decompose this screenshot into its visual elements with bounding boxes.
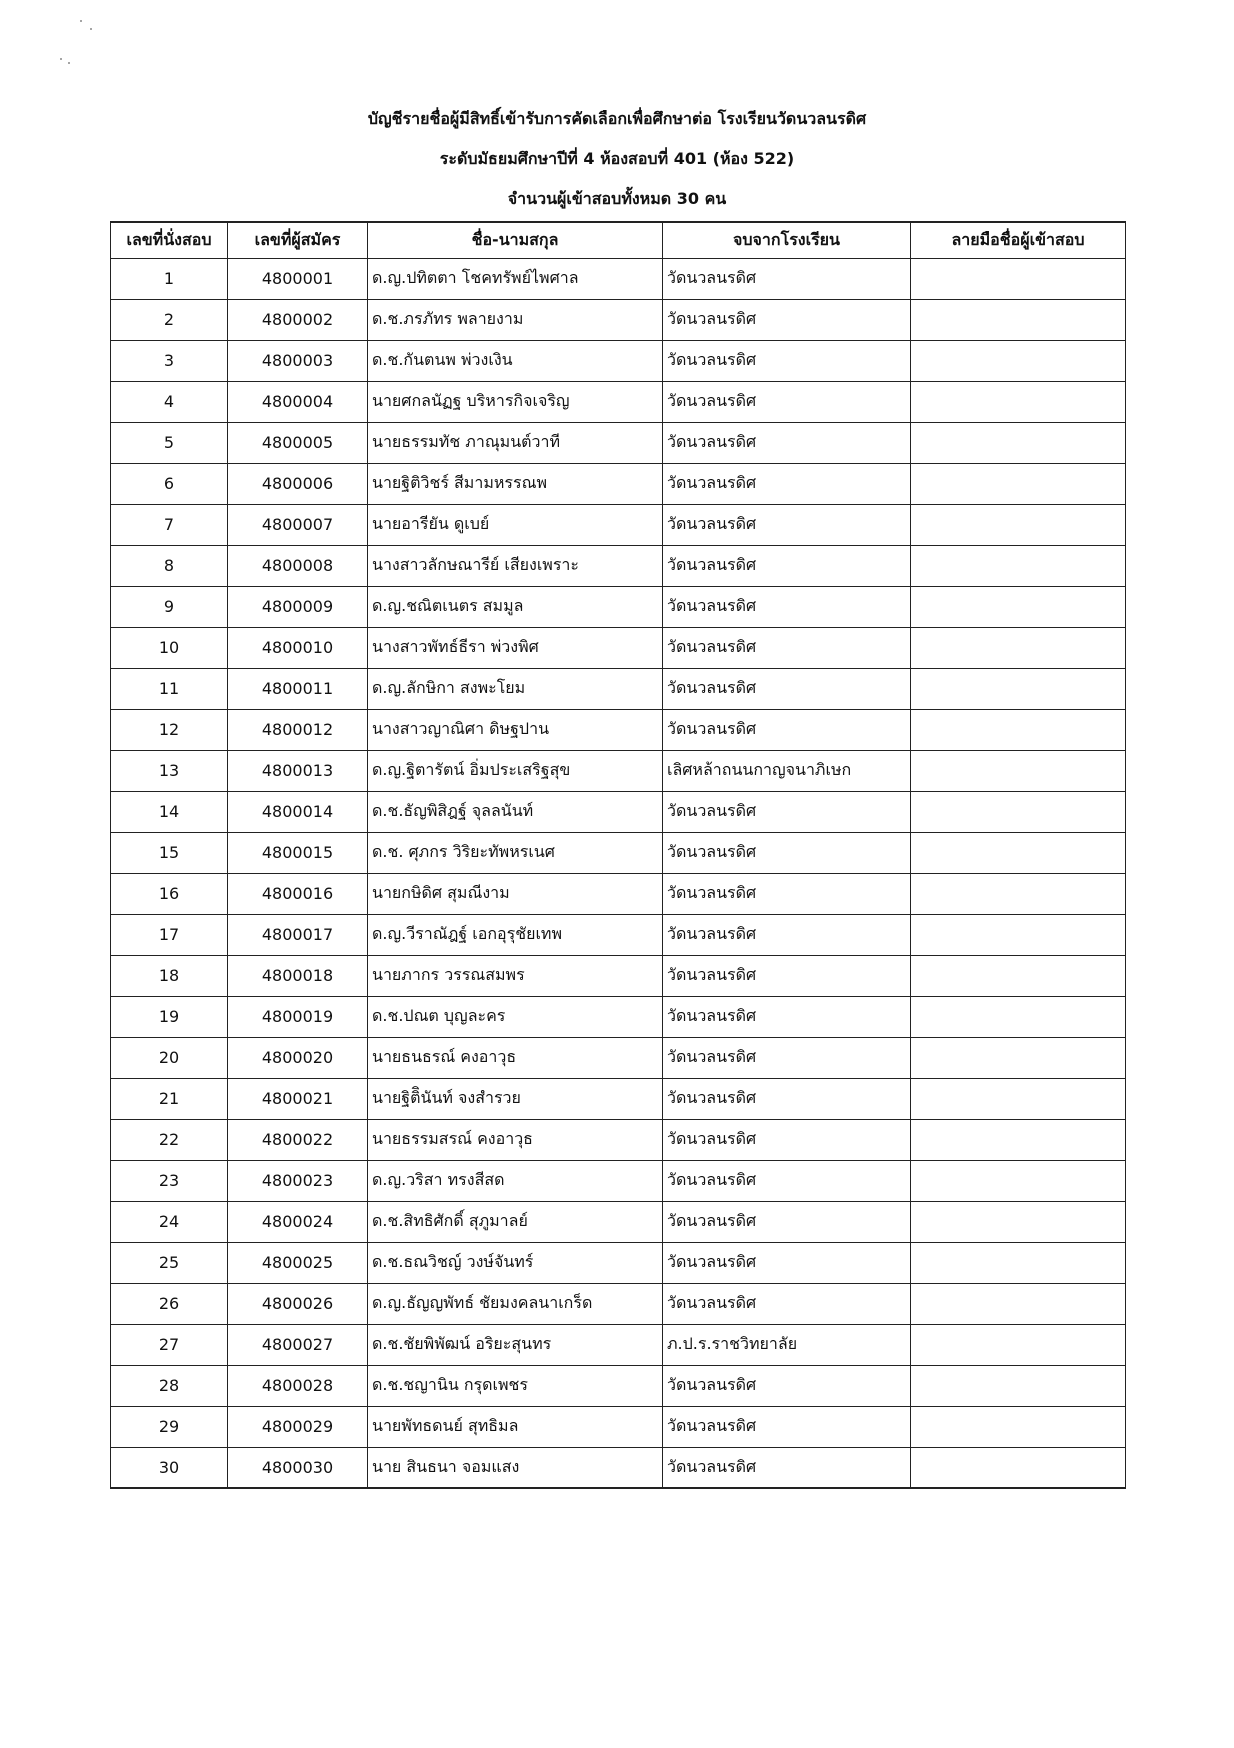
- applicant-number-cell: 4800012: [228, 709, 368, 750]
- signature-cell: [911, 627, 1126, 668]
- candidate-name-cell: นายกษิดิศ สุมณีงาม: [368, 873, 663, 914]
- seat-number-cell: 10: [111, 627, 228, 668]
- seat-number-cell: 5: [111, 422, 228, 463]
- signature-cell: [911, 668, 1126, 709]
- signature-cell: [911, 1119, 1126, 1160]
- table-row: [111, 996, 1126, 1037]
- table-row: [111, 1119, 1126, 1160]
- previous-school-cell: วัดนวลนรดิศ: [663, 422, 911, 463]
- document-title: บัญชีรายชื่อผู้มีสิทธิ์เข้ารับการคัดเลือกเพื่อศึกษาต่อ โรงเรียนวัดนวลนรดิศ: [367, 109, 867, 128]
- table-row: [111, 381, 1126, 422]
- previous-school-cell: วัดนวลนรดิศ: [663, 586, 911, 627]
- candidate-name-cell: ด.ญ.ธัญญพัทธ์ ชัยมงคลนาเกร็ด: [368, 1283, 663, 1324]
- previous-school-cell: วัดนวลนรดิศ: [663, 1242, 911, 1283]
- applicant-number-cell: 4800004: [228, 381, 368, 422]
- seat-number-cell: 16: [111, 873, 228, 914]
- previous-school-cell: วัดนวลนรดิศ: [663, 258, 911, 299]
- column-header-name: ชื่อ-นามสกุล: [368, 222, 663, 258]
- applicant-number-cell: 4800018: [228, 955, 368, 996]
- seat-number-cell: 21: [111, 1078, 228, 1119]
- seat-number-cell: 27: [111, 1324, 228, 1365]
- previous-school-cell: วัดนวลนรดิศ: [663, 1160, 911, 1201]
- previous-school-cell: วัดนวลนรดิศ: [663, 955, 911, 996]
- candidate-name-cell: นางสาวญาณิศา ดิษฐปาน: [368, 709, 663, 750]
- candidate-table: [110, 221, 1126, 1489]
- previous-school-cell: วัดนวลนรดิศ: [663, 545, 911, 586]
- previous-school-cell: วัดนวลนรดิศ: [663, 668, 911, 709]
- candidate-name-cell: ด.ช.ปณต บุญละคร: [368, 996, 663, 1037]
- seat-number-cell: 29: [111, 1406, 228, 1447]
- candidate-name-cell: นายธรรมสรณ์ คงอาวุธ: [368, 1119, 663, 1160]
- previous-school-cell: วัดนวลนรดิศ: [663, 1406, 911, 1447]
- seat-number-cell: 17: [111, 914, 228, 955]
- previous-school-cell: เลิศหล้าถนนกาญจนาภิเษก: [663, 750, 911, 791]
- previous-school-cell: วัดนวลนรดิศ: [663, 996, 911, 1037]
- candidate-name-cell: นายธรรมทัช ภาณุมนต์วาที: [368, 422, 663, 463]
- applicant-number-cell: 4800023: [228, 1160, 368, 1201]
- table-row: [111, 340, 1126, 381]
- signature-cell: [911, 340, 1126, 381]
- applicant-number-cell: 4800007: [228, 504, 368, 545]
- seat-number-cell: 25: [111, 1242, 228, 1283]
- candidate-name-cell: ด.ช.ชญานิน กรุดเพชร: [368, 1365, 663, 1406]
- seat-number-cell: 30: [111, 1447, 228, 1488]
- candidate-name-cell: นางสาวพัทธ์ธีรา พ่วงพิศ: [368, 627, 663, 668]
- table-row: [111, 1201, 1126, 1242]
- previous-school-cell: วัดนวลนรดิศ: [663, 381, 911, 422]
- table-row: [111, 832, 1126, 873]
- previous-school-cell: วัดนวลนรดิศ: [663, 504, 911, 545]
- previous-school-cell: ภ.ป.ร.ราชวิทยาลัย: [663, 1324, 911, 1365]
- table-row: [111, 422, 1126, 463]
- column-header-signature: ลายมือชื่อผู้เข้าสอบ: [911, 222, 1126, 258]
- table-row: [111, 545, 1126, 586]
- seat-number-cell: 15: [111, 832, 228, 873]
- table-row: [111, 1283, 1126, 1324]
- table-row: [111, 504, 1126, 545]
- signature-cell: [911, 1037, 1126, 1078]
- signature-cell: [911, 709, 1126, 750]
- candidate-name-cell: นายฐิติินันท์ จงสำรวย: [368, 1078, 663, 1119]
- signature-cell: [911, 1406, 1126, 1447]
- applicant-number-cell: 4800024: [228, 1201, 368, 1242]
- table-row: [111, 1365, 1126, 1406]
- applicant-number-cell: 4800010: [228, 627, 368, 668]
- candidate-name-cell: นายภากร วรรณสมพร: [368, 955, 663, 996]
- candidate-name-cell: นายพัทธดนย์ สุทธิมล: [368, 1406, 663, 1447]
- signature-cell: [911, 299, 1126, 340]
- candidate-name-cell: ด.ช.ธัญพิสิฎฐ์ จุลลนันท์: [368, 791, 663, 832]
- signature-cell: [911, 422, 1126, 463]
- signature-cell: [911, 381, 1126, 422]
- seat-number-cell: 28: [111, 1365, 228, 1406]
- seat-number-cell: 22: [111, 1119, 228, 1160]
- seat-number-cell: 4: [111, 381, 228, 422]
- signature-cell: [911, 545, 1126, 586]
- table-row: [111, 914, 1126, 955]
- candidate-name-cell: นายอารียัน ดูเบย์: [368, 504, 663, 545]
- signature-cell: [911, 1078, 1126, 1119]
- seat-number-cell: 24: [111, 1201, 228, 1242]
- table-row: [111, 709, 1126, 750]
- candidate-name-cell: ด.ช. ศุภกร วิริยะทัพหรเนศ: [368, 832, 663, 873]
- signature-cell: [911, 1160, 1126, 1201]
- signature-cell: [911, 1242, 1126, 1283]
- seat-number-cell: 12: [111, 709, 228, 750]
- previous-school-cell: วัดนวลนรดิศ: [663, 299, 911, 340]
- applicant-number-cell: 4800015: [228, 832, 368, 873]
- signature-cell: [911, 1365, 1126, 1406]
- seat-number-cell: 18: [111, 955, 228, 996]
- candidate-name-cell: นายฐิติวิชร์ สีมามหรรณพ: [368, 463, 663, 504]
- applicant-number-cell: 4800028: [228, 1365, 368, 1406]
- applicant-number-cell: 4800002: [228, 299, 368, 340]
- table-row: [111, 1242, 1126, 1283]
- signature-cell: [911, 463, 1126, 504]
- previous-school-cell: วัดนวลนรดิศ: [663, 832, 911, 873]
- applicant-number-cell: 4800006: [228, 463, 368, 504]
- signature-cell: [911, 586, 1126, 627]
- applicant-number-cell: 4800009: [228, 586, 368, 627]
- candidate-name-cell: นายธนธรณ์ คงอาวุธ: [368, 1037, 663, 1078]
- applicant-number-cell: 4800026: [228, 1283, 368, 1324]
- applicant-number-cell: 4800003: [228, 340, 368, 381]
- candidate-name-cell: ด.ช.สิทธิศักดิ์ สุภูมาลย์: [368, 1201, 663, 1242]
- table-row: [111, 1078, 1126, 1119]
- applicant-number-cell: 4800027: [228, 1324, 368, 1365]
- applicant-number-cell: 4800030: [228, 1447, 368, 1488]
- previous-school-cell: วัดนวลนรดิศ: [663, 627, 911, 668]
- applicant-number-cell: 4800029: [228, 1406, 368, 1447]
- table-row: [111, 668, 1126, 709]
- signature-cell: [911, 996, 1126, 1037]
- previous-school-cell: วัดนวลนรดิศ: [663, 1447, 911, 1488]
- applicant-number-cell: 4800022: [228, 1119, 368, 1160]
- table-row: [111, 1037, 1126, 1078]
- seat-number-cell: 8: [111, 545, 228, 586]
- seat-number-cell: 19: [111, 996, 228, 1037]
- applicant-number-cell: 4800017: [228, 914, 368, 955]
- seat-number-cell: 26: [111, 1283, 228, 1324]
- signature-cell: [911, 955, 1126, 996]
- applicant-number-cell: 4800001: [228, 258, 368, 299]
- signature-cell: [911, 504, 1126, 545]
- signature-cell: [911, 750, 1126, 791]
- table-row: [111, 955, 1126, 996]
- signature-cell: [911, 873, 1126, 914]
- column-header-seat: เลขที่นั่งสอบ: [111, 222, 228, 258]
- signature-cell: [911, 1324, 1126, 1365]
- candidate-name-cell: ด.ญ.ปทิตตา โชคทรัพย์ไพศาล: [368, 258, 663, 299]
- previous-school-cell: วัดนวลนรดิศ: [663, 1365, 911, 1406]
- signature-cell: [911, 1447, 1126, 1488]
- signature-cell: [911, 832, 1126, 873]
- seat-number-cell: 2: [111, 299, 228, 340]
- candidate-name-cell: ด.ญ.วีราณัฎฐ์ เอกอุรุชัยเทพ: [368, 914, 663, 955]
- table-row: [111, 1447, 1126, 1488]
- candidate-name-cell: ด.ญ.วริสา ทรงสีสด: [368, 1160, 663, 1201]
- seat-number-cell: 11: [111, 668, 228, 709]
- previous-school-cell: วัดนวลนรดิศ: [663, 873, 911, 914]
- candidate-name-cell: ด.ช.ธณวิชญ์ วงษ์จันทร์: [368, 1242, 663, 1283]
- previous-school-cell: วัดนวลนรดิศ: [663, 1201, 911, 1242]
- seat-number-cell: 1: [111, 258, 228, 299]
- candidate-name-cell: ด.ช.ภรภัทร พลายงาม: [368, 299, 663, 340]
- table-row: [111, 299, 1126, 340]
- previous-school-cell: วัดนวลนรดิศ: [663, 791, 911, 832]
- applicant-number-cell: 4800025: [228, 1242, 368, 1283]
- candidate-name-cell: ด.ช.ชัยพิพัฒน์ อริยะสุนทร: [368, 1324, 663, 1365]
- applicant-number-cell: 4800019: [228, 996, 368, 1037]
- seat-number-cell: 6: [111, 463, 228, 504]
- signature-cell: [911, 258, 1126, 299]
- table-row: [111, 873, 1126, 914]
- candidate-name-cell: นางสาวลักษณารีย์ เสียงเพราะ: [368, 545, 663, 586]
- signature-cell: [911, 791, 1126, 832]
- candidate-name-cell: นายศกลนัฏฐ บริหารกิจเจริญ: [368, 381, 663, 422]
- applicant-number-cell: 4800016: [228, 873, 368, 914]
- candidate-name-cell: ด.ญ.ลักษิกา สงพะโยม: [368, 668, 663, 709]
- seat-number-cell: 9: [111, 586, 228, 627]
- candidate-name-cell: ด.ญ.ฐิตารัตน์ อิ่มประเสริฐสุข: [368, 750, 663, 791]
- previous-school-cell: วัดนวลนรดิศ: [663, 1037, 911, 1078]
- scan-specks: [60, 20, 120, 80]
- previous-school-cell: วัดนวลนรดิศ: [663, 1078, 911, 1119]
- previous-school-cell: วัดนวลนรดิศ: [663, 709, 911, 750]
- previous-school-cell: วัดนวลนรดิศ: [663, 914, 911, 955]
- column-header-school: จบจากโรงเรียน: [663, 222, 911, 258]
- applicant-number-cell: 4800013: [228, 750, 368, 791]
- table-row: [111, 463, 1126, 504]
- previous-school-cell: วัดนวลนรดิศ: [663, 340, 911, 381]
- seat-number-cell: 23: [111, 1160, 228, 1201]
- previous-school-cell: วัดนวลนรดิศ: [663, 1283, 911, 1324]
- previous-school-cell: วัดนวลนรดิศ: [663, 1119, 911, 1160]
- signature-cell: [911, 1283, 1126, 1324]
- table-row: [111, 586, 1126, 627]
- seat-number-cell: 3: [111, 340, 228, 381]
- column-header-applicant: เลขที่ผู้สมัคร: [228, 222, 368, 258]
- table-row: [111, 791, 1126, 832]
- table-row: [111, 258, 1126, 299]
- applicant-number-cell: 4800021: [228, 1078, 368, 1119]
- applicant-number-cell: 4800011: [228, 668, 368, 709]
- candidate-name-cell: นาย สินธนา จอมแสง: [368, 1447, 663, 1488]
- signature-cell: [911, 1201, 1126, 1242]
- candidate-name-cell: ด.ช.กันตนพ พ่วงเงิน: [368, 340, 663, 381]
- table-row: [111, 750, 1126, 791]
- table-row: [111, 1406, 1126, 1447]
- table-header-row: [111, 222, 1126, 258]
- applicant-number-cell: 4800020: [228, 1037, 368, 1078]
- signature-cell: [911, 914, 1126, 955]
- candidate-count: จำนวนผู้เข้าสอบทั้งหมด 30 คน: [507, 189, 727, 208]
- seat-number-cell: 7: [111, 504, 228, 545]
- applicant-number-cell: 4800008: [228, 545, 368, 586]
- document-subtitle: ระดับมัธยมศึกษาปีที่ 4 ห้องสอบที่ 401 (ห้อง 522): [439, 149, 795, 168]
- seat-number-cell: 20: [111, 1037, 228, 1078]
- table-row: [111, 1160, 1126, 1201]
- table-row: [111, 1324, 1126, 1365]
- previous-school-cell: วัดนวลนรดิศ: [663, 463, 911, 504]
- applicant-number-cell: 4800005: [228, 422, 368, 463]
- candidate-name-cell: ด.ญ.ชณิตเนตร สมมูล: [368, 586, 663, 627]
- applicant-number-cell: 4800014: [228, 791, 368, 832]
- table-row: [111, 627, 1126, 668]
- seat-number-cell: 13: [111, 750, 228, 791]
- seat-number-cell: 14: [111, 791, 228, 832]
